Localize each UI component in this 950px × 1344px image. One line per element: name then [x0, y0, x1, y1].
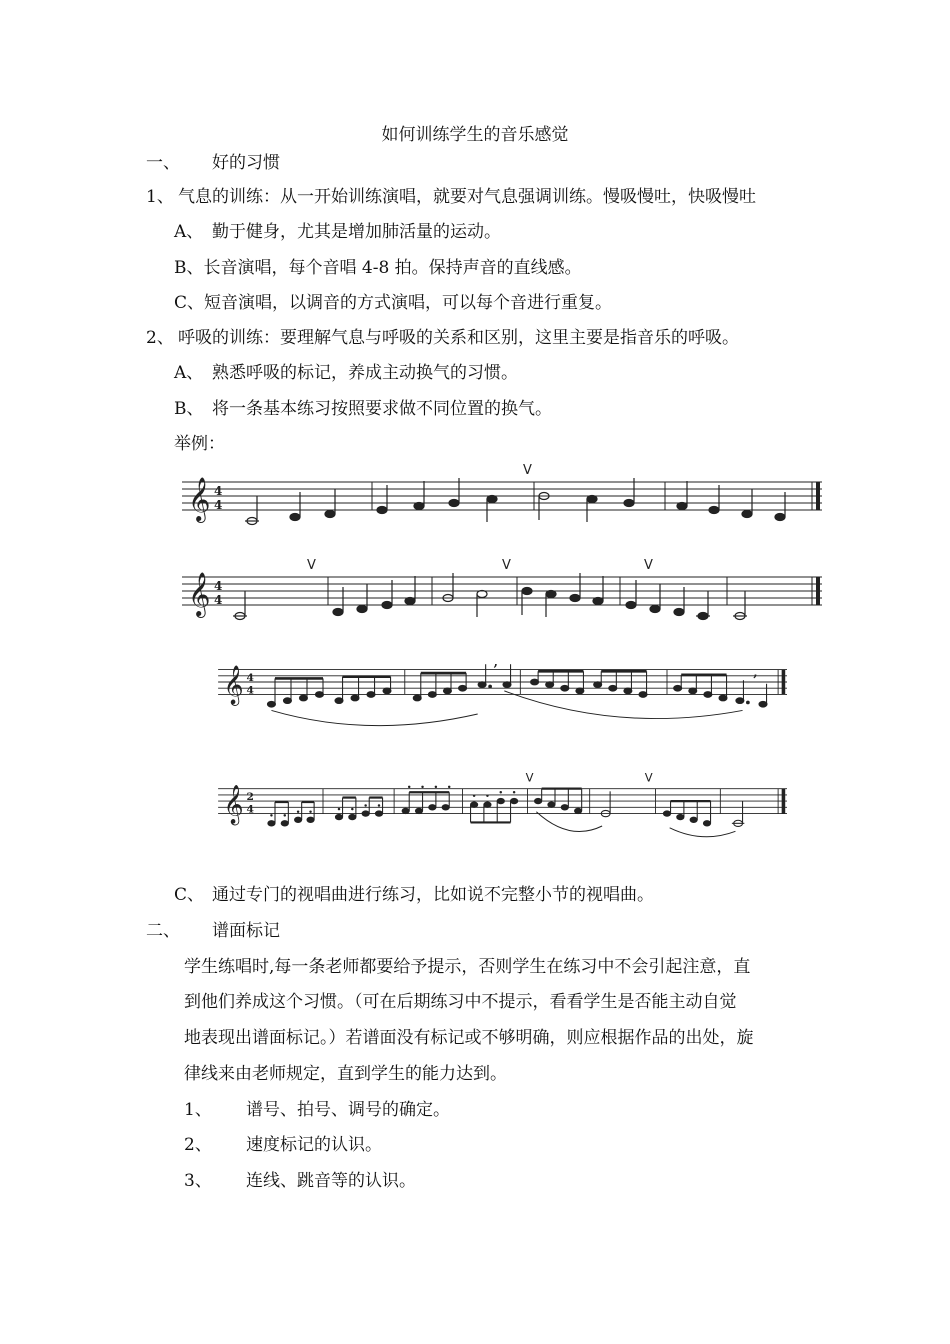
section-heading [146, 920, 280, 942]
sub-item [174, 292, 612, 314]
sub-item-text: 通过专门的视唱曲进行练习，比如说不完整小节的视唱曲。 [212, 885, 654, 905]
svg-text:4: 4 [214, 579, 223, 593]
music-staff-1 [182, 460, 832, 540]
music-staff-4 [182, 762, 832, 842]
sub-item-mark: A、 [174, 363, 204, 383]
sub-item [174, 398, 552, 420]
breath-mark: V [523, 463, 532, 478]
paragraph-line: 到他们养成这个习惯。（可在后期练习中不提示，看看学生是否能主动自觉 [184, 992, 737, 1012]
treble-clef-icon: 𝄞 [223, 665, 244, 705]
breath-mark: V [525, 770, 534, 785]
music-staff-3 [182, 650, 832, 730]
treble-clef-icon: 𝄞 [188, 572, 211, 616]
sub-item-text: 勤于健身，尤其是增加肺活量的运动。 [212, 222, 501, 242]
sub-item [174, 257, 582, 279]
sub-item-text: C、短音演唱，以调音的方式演唱，可以每个音进行重复。 [174, 293, 613, 313]
treble-clef-icon: 𝄞 [188, 477, 211, 521]
svg-text:4: 4 [214, 593, 223, 607]
list-item [146, 327, 739, 349]
sub-item-mark: B、 [174, 399, 204, 419]
sub-item-mark: A、 [174, 222, 204, 242]
sub-item [174, 221, 501, 243]
example-label: 举例： [174, 434, 225, 454]
item-text: 谱号、拍号、调号的确定。 [246, 1100, 450, 1120]
svg-text:,: , [493, 654, 499, 669]
item-number: 2、 [184, 1135, 212, 1155]
list-item [184, 1099, 450, 1121]
sub-item-text: B、长音演唱，每个音唱 4-8 拍。保持声音的直线感。 [174, 258, 582, 278]
time-sig-bottom: 4 [246, 802, 254, 816]
document-title: 如何训练学生的音乐感觉 [381, 125, 569, 145]
paragraph-line: 律线来由老师规定，直到学生的能力达到。 [184, 1064, 507, 1084]
sub-item-text: 熟悉呼吸的标记，养成主动换气的习惯。 [212, 363, 518, 383]
staff-notation [182, 460, 832, 540]
section-number: 一、 [146, 153, 180, 173]
breath-mark: V [307, 558, 316, 573]
item-text: 呼吸的训练：要理解气息与呼吸的关系和区别，这里主要是指音乐的呼吸。 [178, 328, 739, 348]
staff-notation [182, 650, 832, 730]
sub-item-text: 将一条基本练习按照要求做不同位置的换气。 [212, 399, 552, 419]
staff-notation [182, 762, 832, 842]
item-text: 连线、跳音等的认识。 [246, 1171, 416, 1191]
sub-item [174, 884, 654, 906]
breath-mark: V [502, 558, 511, 573]
svg-text:,: , [753, 664, 758, 680]
paragraph-line: 地表现出谱面标记。）若谱面没有标记或不够明确，则应根据作品的出处，旋 [184, 1028, 754, 1048]
breath-mark: V [644, 558, 653, 573]
treble-clef-icon: 𝄞 [223, 784, 244, 824]
sub-item-mark: C、 [174, 885, 205, 905]
time-sig-bottom: 4 [214, 498, 223, 512]
item-number: 3、 [184, 1171, 212, 1191]
section-number: 二、 [146, 921, 180, 941]
item-number: 1、 [146, 187, 174, 207]
item-text: 气息的训练：从一开始训练演唱，就要对气息强调训练。慢吸慢吐，快吸慢吐 [178, 187, 756, 207]
item-text: 速度标记的认识。 [246, 1135, 382, 1155]
section-title: 好的习惯 [212, 153, 280, 173]
list-item [184, 1134, 382, 1156]
music-staff-2 [182, 555, 832, 635]
item-number: 2、 [146, 328, 174, 348]
section-title: 谱面标记 [212, 921, 280, 941]
list-item [184, 1170, 416, 1192]
svg-text:4: 4 [246, 671, 254, 685]
section-heading [146, 152, 280, 174]
staff-notation [182, 555, 832, 635]
paragraph-line: 学生练唱时,每一条老师都要给予提示，否则学生在练习中不会引起注意，直 [184, 957, 751, 977]
list-item [146, 186, 756, 208]
breath-mark: V [644, 770, 653, 785]
sub-item [174, 362, 518, 384]
time-sig-top: 4 [214, 484, 223, 498]
svg-text:4: 4 [246, 683, 254, 697]
time-sig-top: 2 [246, 790, 254, 804]
item-number: 1、 [184, 1100, 212, 1120]
